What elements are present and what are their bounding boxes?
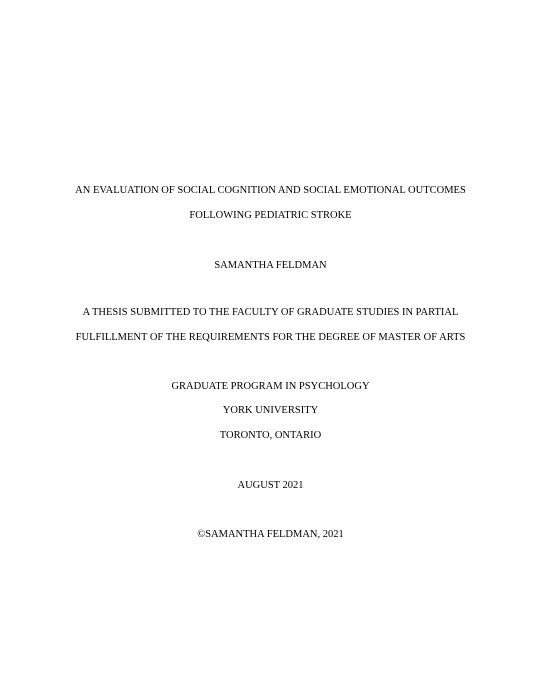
submission-date: AUGUST 2021 [237, 480, 304, 491]
university-name: YORK UNIVERSITY [222, 405, 319, 416]
thesis-title-line-2: FOLLOWING PEDIATRIC STROKE [189, 210, 352, 221]
graduate-program: GRADUATE PROGRAM IN PSYCHOLOGY [171, 381, 370, 392]
thesis-statement-line-1: A THESIS SUBMITTED TO THE FACULTY OF GRADUATE STUDIES IN PARTIAL [82, 307, 459, 318]
university-location: TORONTO, ONTARIO [219, 430, 322, 441]
thesis-title-line-1: AN EVALUATION OF SOCIAL COGNITION AND SOCIAL EMOTIONAL OUTCOMES [75, 185, 466, 196]
thesis-statement-line-2: FULFILLMENT OF THE REQUIREMENTS FOR THE DEGREE OF MASTER OF ARTS [75, 332, 466, 343]
author-name: SAMANTHA FELDMAN [214, 260, 327, 271]
copyright-notice: ©SAMANTHA FELDMAN, 2021 [197, 529, 344, 540]
